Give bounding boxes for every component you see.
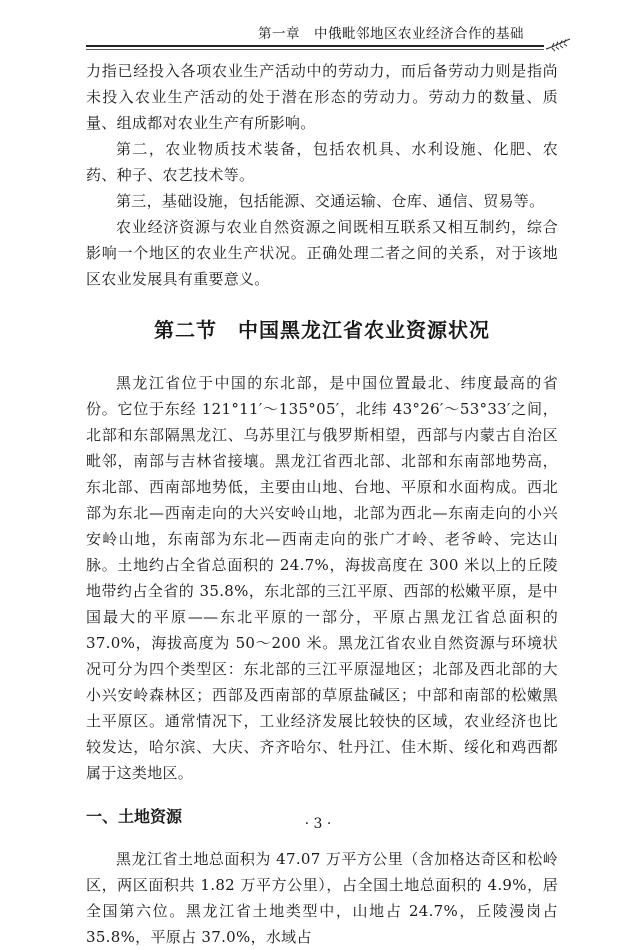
feather-ornament-icon	[544, 36, 572, 54]
paragraph-geography: 黑龙江省位于中国的东北部，是中国位置最北、纬度最高的省份。它位于东经 121°11′～135°05′，北纬 43°26′～53°33′之间，北部和东部隔黑龙江、乌苏里江与俄罗斯相望，西部与内蒙古自治区毗邻，南部与吉林省接壤。黑龙江省西北部、北部和东南部地势高，东北部、西南部地势低，主要由山地、台地、平原和水面构成。西北部为东北—西南走向的大兴安岭山地，北部为西北—东南走向的小兴安岭山地，东南部为东北—西南走向的张广才岭、老爷岭、完达山脉。土地约占全省总面积的 24.7%，海拔高度在 300 米以上的丘陵地带约占全省的 35.8%，东北部的三江平原、西部的松嫩平原，是中国最大的平原——东北平原的一部分，平原占黑龙江省总面积的 37.0%，海拔高度为 50～200 米。黑龙江省农业自然资源与环境状况可分为四个类型区：东北部的三江平原湿地区；北部及西北部的大小兴安岭森林区；西部及西南部的草原盐碱区；中部和南部的松嫩黑土平原区。通常情况下，工业经济发展比较快的区域，农业经济也比较发达，哈尔滨、大庆、齐齐哈尔、牡丹江、佳木斯、绥化和鸡西都属于这类地区。	[86, 374, 558, 782]
paragraph-infrastructure: 第三，基础设施，包括能源、交通运输、仓库、通信、贸易等。	[116, 192, 545, 210]
running-header	[0, 16, 636, 56]
paragraph-resource-relation: 农业经济资源与农业自然资源之间既相互联系又相互制约，综合影响一个地区的农业生产状况。正确处理二者之间的关系，对于该地区农业发展具有重要意义。	[86, 218, 558, 288]
header-rule-thin	[86, 49, 544, 50]
paragraph-equipment: 第二，农业物质技术装备，包括农机具、水利设施、化肥、农药、种子、农艺技术等。	[86, 140, 558, 184]
header-rule	[86, 45, 544, 47]
subsection-heading: 一、土地资源	[86, 807, 183, 826]
paragraph-land: 黑龙江省土地总面积为 47.07 万平方公里（含加格达奇区和松岭区，两区面积共 1.82 万平方公里），占全国土地总面积的 4.9%，居全国第六位。黑龙江省土地类型中，山地占 24.7%，丘陵漫岗占 35.8%，平原占 37.0%，水域占	[86, 850, 558, 946]
paragraph-continued: 力指已经投入各项农业生产活动中的劳动力，而后备劳动力则是指尚未投入农业生产活动的处于潜在形态的劳动力。劳动力的数量、质量、组成都对农业生产有所影响。	[86, 62, 558, 132]
page-number: · 3 ·	[304, 816, 332, 832]
chapter-title: 第一章 中俄毗邻地区农业经济合作的基础	[258, 26, 524, 42]
section-heading: 第二节 中国黑龙江省农业资源状况	[154, 318, 490, 342]
